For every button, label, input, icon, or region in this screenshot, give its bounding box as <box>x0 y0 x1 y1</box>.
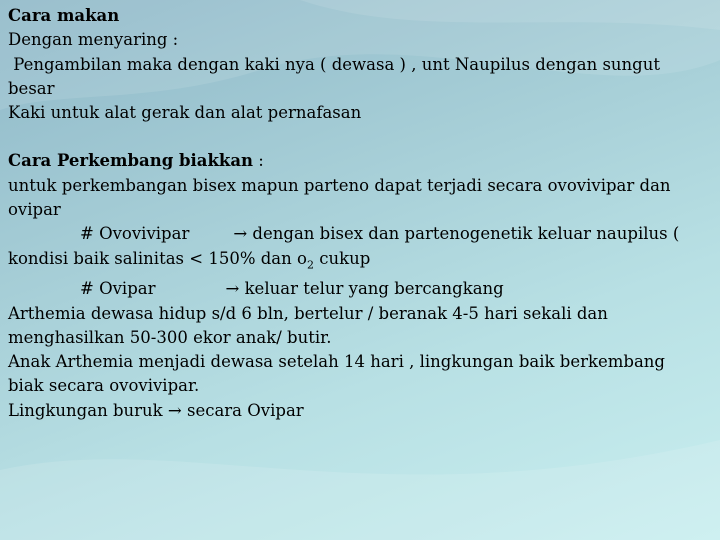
text-line: menghasilkan 50-300 ekor anak/ butir. <box>8 327 332 347</box>
ovipar-label: # Ovipar <box>80 279 156 299</box>
lingkungan-text: Lingkungan buruk <box>8 400 168 420</box>
text-line: Kaki untuk alat gerak dan alat pernafasan <box>8 103 362 123</box>
ovovivipar-label: # Ovovivipar <box>80 224 190 244</box>
section-heading-row <box>8 149 708 173</box>
text-line: untuk perkembangan bisex mapun parteno dapat terjadi secara ovovivipar dan <box>8 175 671 195</box>
ovovivipar-text: dengan bisex dan partenogenetik keluar naupilus ( <box>252 224 680 244</box>
text-line: ovipar <box>8 200 61 220</box>
lingkungan-row <box>8 399 708 423</box>
section-heading-cara-perkembang-biakkan: Cara Perkembang biakkan <box>8 151 254 171</box>
slide-content <box>8 4 708 423</box>
arrow-icon: → <box>167 400 182 420</box>
arrow-icon: → <box>233 224 248 244</box>
text-line: Dengan menyaring : <box>8 30 179 50</box>
text-line: Anak Arthemia menjadi dewasa setelah 14 hari , lingkungan baik berkembang <box>8 352 665 372</box>
kondisi-text: kondisi baik salinitas < 150% dan o <box>8 248 307 268</box>
lingkungan-suffix: secara Ovipar <box>181 400 304 420</box>
ovipar-row <box>8 277 708 301</box>
kondisi-suffix: cukup <box>313 248 371 268</box>
arrow-icon: → <box>225 279 240 299</box>
section-heading-cara-makan: Cara makan <box>8 6 120 25</box>
ovovivipar-row <box>8 222 708 246</box>
text-line: biak secara ovovivipar. <box>8 376 200 396</box>
heading-colon: : <box>253 151 264 171</box>
text-line: Pengambilan maka dengan kaki nya ( dewasa ) , unt Naupilus dengan sungut <box>8 54 660 74</box>
ovipar-text: keluar telur yang bercangkang <box>244 279 504 299</box>
text-line: Arthemia dewasa hidup s/d 6 bln, bertelur / beranak 4-5 hari sekali dan <box>8 303 608 323</box>
kondisi-row <box>8 247 708 278</box>
spacer <box>8 125 708 149</box>
subscript-2: 2 <box>306 257 314 271</box>
text-line: besar <box>8 78 55 98</box>
